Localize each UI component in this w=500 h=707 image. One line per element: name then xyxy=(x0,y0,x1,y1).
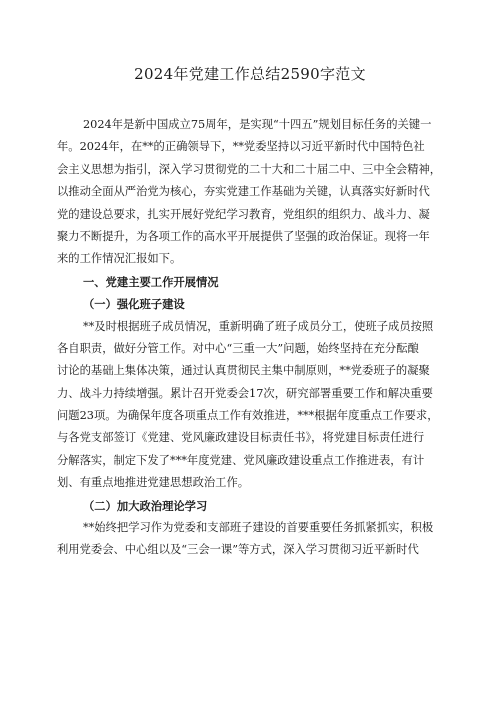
paragraph-line: 划、有重点地推进党建思想政治工作。 xyxy=(57,476,250,490)
document-title: 2024年党建工作总结2590字范文 xyxy=(134,65,366,83)
paragraph-line: 与各党支部签订《党建、党风廉政建设目标责任书》，将党建目标责任进行 xyxy=(57,431,425,445)
paragraph-line: 问题23项。为确保年度各项重点工作有效推进，***根据年度重点工作要求， xyxy=(57,409,439,423)
document-body xyxy=(57,114,447,562)
paragraph-line: 2024年是新中国成立75周年，是实现“十四五”规划目标任务的关键一 xyxy=(83,118,432,131)
paragraph-line: 会主义思想为指引，深入学习贯彻党的二十大和二十届二中、三中全会精神， xyxy=(57,162,442,176)
paragraph-line: 讨论的基础上集体决策，通过认真贯彻民主集中制原则，**党委班子的凝聚 xyxy=(57,364,430,378)
paragraph-line: 聚力不断提升，为各项工作的高水平开展提供了坚强的政治保证。现将一年 xyxy=(57,229,430,243)
paragraph-line: 利用党委会、中心组以及“三会一课”等方式，深入学习贯彻习近平新时代 xyxy=(57,543,419,557)
paragraph-line: **及时根据班子成员情况，重新明确了班子成员分工，使班子成员按照 xyxy=(83,319,434,333)
section-heading: 一、党建主要工作开展情况 xyxy=(83,274,219,289)
paragraph-line: 分解落实，制定下发了***年度党建、党风廉政建设重点工作推进表，有计 xyxy=(57,453,425,467)
paragraph-line: 各自职责，做好分管工作。对中心“三重一大”问题，始终坚持在充分酝酿 xyxy=(57,341,419,355)
paragraph-line: 年。2024年，在**的正确领导下，**党委坚持以习近平新时代中国特色社 xyxy=(57,140,425,154)
subsection-heading: （二）加大政治理论学习 xyxy=(83,498,208,513)
paragraph-line: 以推动全面从严治党为核心，夯实党建工作基础为关键，认真落实好新时代 xyxy=(57,185,430,199)
paragraph-line: 党的建设总要求，扎实开展好党纪学习教育，党组织的组织力、战斗力、凝 xyxy=(57,207,430,221)
paragraph-line: 力、战斗力持续增强。累计召开党委会17次，研究部署重要工作和解决重要 xyxy=(57,386,433,400)
paragraph-line: 来的工作情况汇报如下。 xyxy=(57,252,182,266)
subsection-heading: （一）强化班子建设 xyxy=(83,297,185,312)
paragraph-line: **始终把学习作为党委和支部班子建设的首要重要任务抓紧抓实，积极 xyxy=(83,521,434,535)
